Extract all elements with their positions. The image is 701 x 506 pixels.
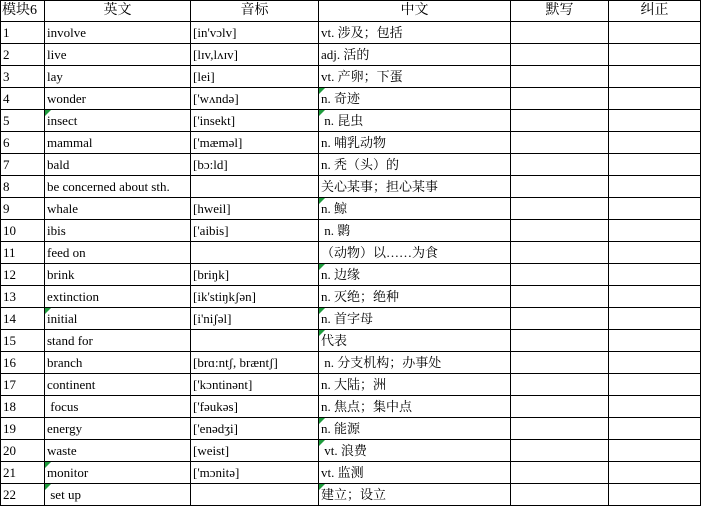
english-word-cell-text: involve — [47, 25, 86, 40]
row-number-cell-text: 7 — [3, 157, 10, 172]
chinese-meaning-cell-text: n. 奇迹 — [321, 91, 361, 106]
english-word-cell[interactable] — [45, 418, 191, 440]
phonetic-cell[interactable] — [191, 462, 319, 484]
english-word-cell[interactable] — [45, 440, 191, 462]
chinese-meaning-cell[interactable] — [319, 154, 511, 176]
phonetic-cell[interactable] — [191, 286, 319, 308]
phonetic-cell-text: ['kɔntinənt] — [193, 377, 253, 392]
chinese-meaning-cell-text: n. 鲸 — [321, 201, 348, 216]
error-indicator-marker — [45, 308, 51, 314]
row-number-cell[interactable] — [1, 396, 45, 418]
english-word-cell[interactable] — [45, 176, 191, 198]
row-number-cell[interactable] — [1, 22, 45, 44]
phonetic-cell-text: ['aibis] — [193, 223, 229, 238]
correction-cell[interactable] — [609, 264, 701, 286]
row-number-cell[interactable] — [1, 242, 45, 264]
dictation-cell[interactable] — [511, 220, 609, 242]
row-number-cell[interactable] — [1, 176, 45, 198]
header-cell-correction[interactable]: 纠正 — [609, 1, 701, 22]
phonetic-cell[interactable] — [191, 154, 319, 176]
english-word-cell-text: brink — [47, 267, 75, 282]
dictation-cell[interactable] — [511, 330, 609, 352]
correction-cell[interactable] — [609, 242, 701, 264]
english-word-cell[interactable] — [45, 308, 191, 330]
row-number-cell-text: 5 — [3, 113, 10, 128]
chinese-meaning-cell-text: 代表 — [321, 333, 348, 348]
english-word-cell[interactable] — [45, 484, 191, 506]
phonetic-cell[interactable] — [191, 418, 319, 440]
chinese-meaning-cell-text: n. 边缘 — [321, 267, 361, 282]
english-word-cell[interactable] — [45, 22, 191, 44]
row-number-cell[interactable] — [1, 220, 45, 242]
row-number-cell[interactable] — [1, 484, 45, 506]
phonetic-cell[interactable] — [191, 132, 319, 154]
phonetic-cell-text: ['wʌndə] — [193, 91, 239, 106]
english-word-cell-text: monitor — [47, 465, 89, 480]
error-indicator-marker — [319, 330, 325, 336]
correction-cell[interactable] — [609, 176, 701, 198]
chinese-meaning-cell-text: n. 首字母 — [321, 311, 374, 326]
row-number-cell[interactable] — [1, 462, 45, 484]
row-number-cell-text: 3 — [3, 69, 10, 84]
correction-cell[interactable] — [609, 220, 701, 242]
correction-cell[interactable] — [609, 440, 701, 462]
chinese-meaning-cell[interactable] — [319, 396, 511, 418]
chinese-meaning-cell-text: vt. 浪费 — [321, 443, 367, 458]
header-cell-phonetic[interactable]: 音标 — [191, 1, 319, 22]
english-word-cell[interactable] — [45, 132, 191, 154]
phonetic-cell-text: ['fəukəs] — [193, 399, 238, 414]
english-word-cell[interactable] — [45, 242, 191, 264]
dictation-cell[interactable] — [511, 176, 609, 198]
correction-cell[interactable] — [609, 132, 701, 154]
header-cell-dictation[interactable]: 默写 — [511, 1, 609, 22]
row-number-cell-text: 9 — [3, 201, 10, 216]
row-number-cell-text: 2 — [3, 47, 10, 62]
english-word-cell[interactable] — [45, 396, 191, 418]
chinese-meaning-cell[interactable] — [319, 88, 511, 110]
english-word-cell-text: set up — [47, 487, 81, 502]
chinese-meaning-cell[interactable] — [319, 440, 511, 462]
correction-cell[interactable] — [609, 110, 701, 132]
english-word-cell-text: energy — [47, 421, 83, 436]
dictation-cell[interactable] — [511, 22, 609, 44]
phonetic-cell-text: [lei] — [193, 69, 215, 84]
row-number-cell[interactable] — [1, 352, 45, 374]
phonetic-cell[interactable] — [191, 88, 319, 110]
error-indicator-marker — [319, 418, 325, 424]
dictation-cell[interactable] — [511, 132, 609, 154]
dictation-cell[interactable] — [511, 66, 609, 88]
dictation-cell[interactable] — [511, 88, 609, 110]
dictation-cell[interactable] — [511, 110, 609, 132]
chinese-meaning-cell[interactable] — [319, 308, 511, 330]
english-word-cell-text: branch — [47, 355, 83, 370]
english-word-cell[interactable] — [45, 44, 191, 66]
english-word-cell-text: ibis — [47, 223, 66, 238]
english-word-cell-text: be concerned about sth. — [47, 179, 170, 194]
row-number-cell[interactable] — [1, 440, 45, 462]
row-number-cell-text: 18 — [3, 399, 16, 414]
row-number-cell-text: 1 — [3, 25, 10, 40]
phonetic-cell-text: ['mæməl] — [193, 135, 243, 150]
row-number-cell[interactable] — [1, 198, 45, 220]
chinese-meaning-cell[interactable] — [319, 198, 511, 220]
dictation-cell[interactable] — [511, 462, 609, 484]
chinese-meaning-cell-text: n. 焦点；集中点 — [321, 399, 413, 414]
row-number-cell[interactable] — [1, 154, 45, 176]
chinese-meaning-cell-text: adj. 活的 — [321, 47, 370, 62]
dictation-cell[interactable] — [511, 198, 609, 220]
english-word-cell[interactable] — [45, 154, 191, 176]
chinese-meaning-cell-text: vt. 产卵；下蛋 — [321, 69, 403, 84]
row-number-cell[interactable] — [1, 418, 45, 440]
row-number-cell[interactable] — [1, 66, 45, 88]
english-word-cell-text: stand for — [47, 333, 93, 348]
chinese-meaning-cell[interactable] — [319, 286, 511, 308]
phonetic-cell[interactable] — [191, 110, 319, 132]
english-word-cell[interactable] — [45, 462, 191, 484]
english-word-cell-text: extinction — [47, 289, 99, 304]
dictation-cell[interactable] — [511, 484, 609, 506]
chinese-meaning-cell-text: n. 灭绝；绝种 — [321, 289, 400, 304]
chinese-meaning-cell-text: （动物）以……为食 — [321, 245, 439, 260]
phonetic-cell[interactable] — [191, 484, 319, 506]
correction-cell[interactable] — [609, 418, 701, 440]
phonetic-cell[interactable] — [191, 264, 319, 286]
chinese-meaning-cell-text: vt. 监测 — [321, 465, 364, 480]
dictation-cell[interactable] — [511, 308, 609, 330]
row-number-cell-text: 16 — [3, 355, 16, 370]
correction-cell[interactable] — [609, 198, 701, 220]
dictation-cell[interactable] — [511, 418, 609, 440]
row-number-cell-text: 17 — [3, 377, 16, 392]
chinese-meaning-cell[interactable] — [319, 462, 511, 484]
english-word-cell[interactable] — [45, 110, 191, 132]
chinese-meaning-cell-text: n. 鹮 — [321, 223, 351, 238]
correction-cell[interactable] — [609, 286, 701, 308]
english-word-cell[interactable] — [45, 88, 191, 110]
correction-cell[interactable] — [609, 66, 701, 88]
chinese-meaning-cell[interactable] — [319, 220, 511, 242]
english-word-cell-text: wonder — [47, 91, 86, 106]
phonetic-cell[interactable] — [191, 396, 319, 418]
english-word-cell-text: continent — [47, 377, 96, 392]
phonetic-cell-text: [bɔ:ld] — [193, 157, 228, 172]
chinese-meaning-cell-text: vt. 涉及；包括 — [321, 25, 403, 40]
english-word-cell[interactable] — [45, 220, 191, 242]
english-word-cell-text: lay — [47, 69, 63, 84]
chinese-meaning-cell[interactable] — [319, 484, 511, 506]
correction-cell[interactable] — [609, 22, 701, 44]
english-word-cell-text: insect — [47, 113, 78, 128]
chinese-meaning-cell-text: n. 秃（头）的 — [321, 157, 400, 172]
dictation-cell[interactable] — [511, 264, 609, 286]
error-indicator-marker — [45, 484, 51, 490]
chinese-meaning-cell[interactable] — [319, 110, 511, 132]
phonetic-cell[interactable] — [191, 66, 319, 88]
correction-cell[interactable] — [609, 330, 701, 352]
english-word-cell[interactable] — [45, 352, 191, 374]
row-number-cell[interactable] — [1, 330, 45, 352]
chinese-meaning-cell-text: n. 分支机构；办事处 — [321, 355, 442, 370]
dictation-cell[interactable] — [511, 440, 609, 462]
error-indicator-marker — [319, 440, 325, 446]
chinese-meaning-cell-text: 关心某事；担心某事 — [321, 179, 439, 194]
correction-cell[interactable] — [609, 352, 701, 374]
dictation-cell[interactable] — [511, 352, 609, 374]
english-word-cell[interactable] — [45, 198, 191, 220]
correction-cell[interactable] — [609, 154, 701, 176]
chinese-meaning-cell[interactable] — [319, 44, 511, 66]
phonetic-cell-text: ['insekt] — [193, 113, 236, 128]
english-word-cell-text: feed on — [47, 245, 86, 260]
english-word-cell[interactable] — [45, 374, 191, 396]
chinese-meaning-cell[interactable] — [319, 330, 511, 352]
english-word-cell-text: whale — [47, 201, 79, 216]
correction-cell[interactable] — [609, 44, 701, 66]
error-indicator-marker — [319, 308, 325, 314]
phonetic-cell[interactable] — [191, 330, 319, 352]
phonetic-cell-text: [in'vɔlv] — [193, 25, 237, 40]
phonetic-cell[interactable] — [191, 242, 319, 264]
header-cell-english[interactable]: 英文 — [45, 1, 191, 22]
phonetic-cell[interactable] — [191, 374, 319, 396]
row-number-cell-text: 4 — [3, 91, 10, 106]
row-number-cell-text: 6 — [3, 135, 10, 150]
dictation-cell[interactable] — [511, 286, 609, 308]
row-number-cell[interactable] — [1, 374, 45, 396]
correction-cell[interactable] — [609, 396, 701, 418]
phonetic-cell[interactable] — [191, 308, 319, 330]
row-number-cell[interactable] — [1, 132, 45, 154]
english-word-cell[interactable] — [45, 330, 191, 352]
dictation-cell[interactable] — [511, 242, 609, 264]
chinese-meaning-cell[interactable] — [319, 242, 511, 264]
phonetic-cell-text: [lɪv,lʌɪv] — [193, 47, 239, 62]
dictation-cell[interactable] — [511, 44, 609, 66]
phonetic-cell[interactable] — [191, 220, 319, 242]
chinese-meaning-cell[interactable] — [319, 264, 511, 286]
phonetic-cell-text: [briŋk] — [193, 267, 230, 282]
error-indicator-marker — [319, 484, 325, 490]
phonetic-cell-text: [ik'stiŋkʃən] — [193, 289, 256, 304]
row-number-cell-text: 22 — [3, 487, 16, 502]
correction-cell[interactable] — [609, 462, 701, 484]
english-word-cell-text: initial — [47, 311, 78, 326]
error-indicator-marker — [45, 462, 51, 468]
row-number-cell[interactable] — [1, 264, 45, 286]
phonetic-cell-text: [weist] — [193, 443, 230, 458]
row-number-cell-text: 13 — [3, 289, 16, 304]
error-indicator-marker — [319, 264, 325, 270]
english-word-cell-text: bald — [47, 157, 70, 172]
row-number-cell[interactable] — [1, 308, 45, 330]
error-indicator-marker — [45, 110, 51, 116]
row-number-cell-text: 10 — [3, 223, 16, 238]
row-number-cell-text: 21 — [3, 465, 16, 480]
english-word-cell[interactable] — [45, 264, 191, 286]
english-word-cell[interactable] — [45, 286, 191, 308]
chinese-meaning-cell-text: n. 能源 — [321, 421, 361, 436]
chinese-meaning-cell[interactable] — [319, 22, 511, 44]
english-word-cell-text: focus — [47, 399, 79, 414]
english-word-cell-text: waste — [47, 443, 77, 458]
phonetic-cell[interactable] — [191, 44, 319, 66]
row-number-cell[interactable] — [1, 286, 45, 308]
chinese-meaning-cell-text: 建立；设立 — [321, 487, 387, 502]
phonetic-cell[interactable] — [191, 440, 319, 462]
row-number-cell-text: 20 — [3, 443, 16, 458]
phonetic-cell[interactable] — [191, 22, 319, 44]
english-word-cell-text: mammal — [47, 135, 93, 150]
row-number-cell-text: 14 — [3, 311, 16, 326]
correction-cell[interactable] — [609, 308, 701, 330]
chinese-meaning-cell[interactable] — [319, 374, 511, 396]
correction-cell[interactable] — [609, 88, 701, 110]
chinese-meaning-cell-text: n. 昆虫 — [321, 113, 364, 128]
phonetic-cell[interactable] — [191, 352, 319, 374]
english-word-cell-text: live — [47, 47, 67, 62]
english-word-cell[interactable] — [45, 66, 191, 88]
chinese-meaning-cell[interactable] — [319, 132, 511, 154]
header-cell-module[interactable]: 模块6 — [1, 1, 45, 22]
phonetic-cell-text: [hweil] — [193, 201, 231, 216]
row-number-cell-text: 11 — [3, 245, 16, 260]
phonetic-cell-text: ['mɔnitə] — [193, 465, 240, 480]
phonetic-cell-text: [brɑ:ntʃ, bræntʃ] — [193, 355, 278, 370]
chinese-meaning-cell-text: n. 哺乳动物 — [321, 135, 387, 150]
chinese-meaning-cell[interactable] — [319, 66, 511, 88]
phonetic-cell[interactable] — [191, 176, 319, 198]
chinese-meaning-cell[interactable] — [319, 418, 511, 440]
correction-cell[interactable] — [609, 484, 701, 506]
dictation-cell[interactable] — [511, 154, 609, 176]
row-number-cell-text: 19 — [3, 421, 16, 436]
row-number-cell-text: 8 — [3, 179, 10, 194]
error-indicator-marker — [319, 88, 325, 94]
row-number-cell-text: 15 — [3, 333, 16, 348]
row-number-cell[interactable] — [1, 88, 45, 110]
chinese-meaning-cell[interactable] — [319, 176, 511, 198]
header-cell-chinese[interactable]: 中文 — [319, 1, 511, 22]
error-indicator-marker — [319, 110, 325, 116]
phonetic-cell[interactable] — [191, 198, 319, 220]
row-number-cell[interactable] — [1, 110, 45, 132]
error-indicator-marker — [319, 198, 325, 204]
chinese-meaning-cell[interactable] — [319, 352, 511, 374]
phonetic-cell-text: ['enədʒi] — [193, 421, 238, 436]
row-number-cell[interactable] — [1, 44, 45, 66]
phonetic-cell-text: [i'niʃəl] — [193, 311, 232, 326]
correction-cell[interactable] — [609, 374, 701, 396]
dictation-cell[interactable] — [511, 396, 609, 418]
chinese-meaning-cell-text: n. 大陆；洲 — [321, 377, 387, 392]
row-number-cell-text: 12 — [3, 267, 16, 282]
dictation-cell[interactable] — [511, 374, 609, 396]
